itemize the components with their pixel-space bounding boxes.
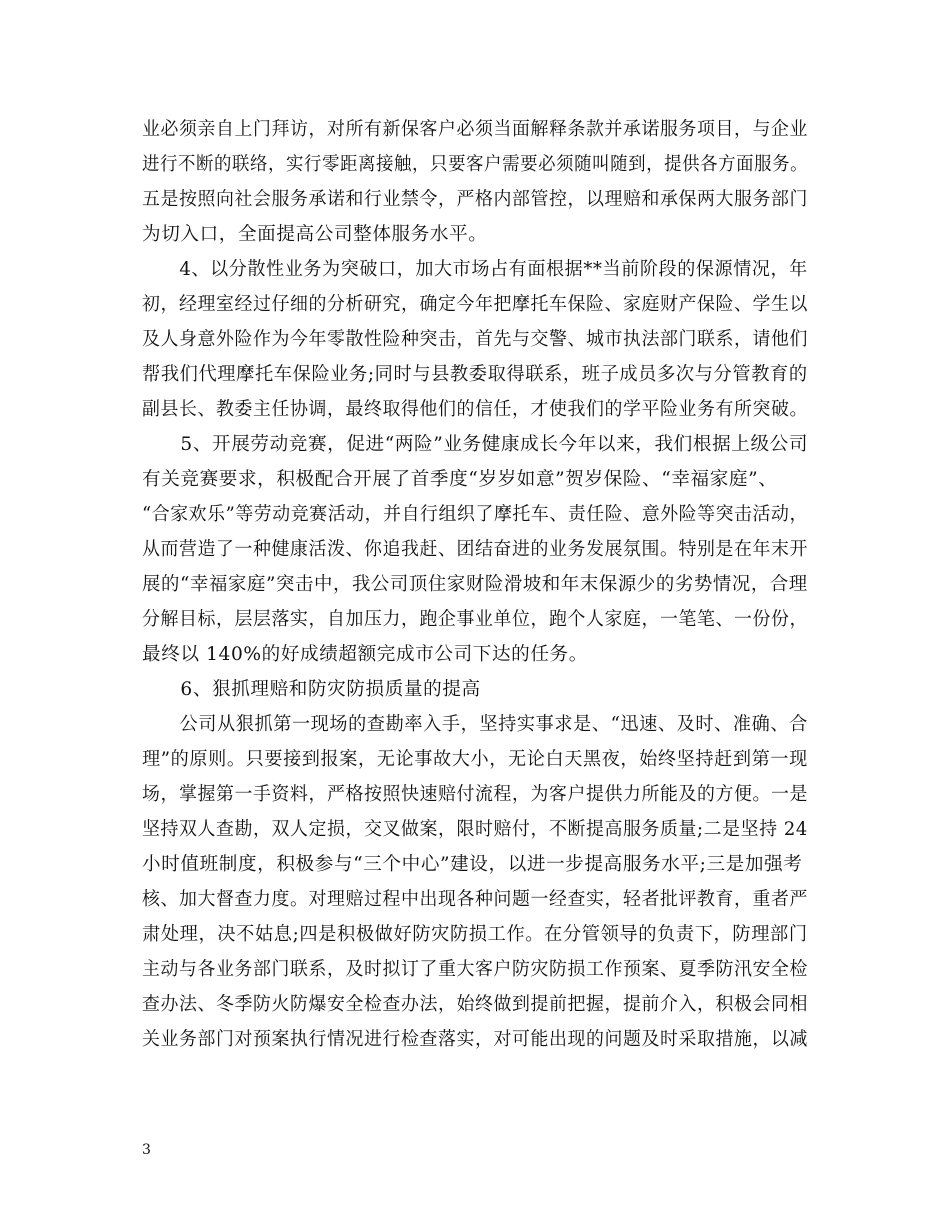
text-line: 场，掌握第一手资料，严格按照快速赔付流程，为客户提供力所能及的方便。一是	[142, 784, 808, 805]
text-line: 公司从狠抓第一现场的查勘率入手，坚持实事求是、“迅速、及时、准确、合	[142, 714, 808, 735]
text-line: 坚持双人查勘，双人定损，交叉做案，限时赔付，不断提高服务质量;二是坚持 24	[142, 819, 808, 840]
text-line: 五是按照向社会服务承诺和行业禁令，严格内部管控，以理赔和承保两大服务部门	[142, 189, 808, 210]
text-line: 理”的原则。只要接到报案，无论事故大小，无论白天黑夜，始终坚持赶到第一现	[142, 749, 808, 770]
text-line: 核、加大督查力度。对理赔过程中出现各种问题一经查实，轻者批评教育，重者严	[142, 889, 808, 910]
text-line: 副县长、教委主任协调，最终取得他们的信任，才使我们的学平险业务有所突破。	[142, 399, 808, 420]
text-line: 最终以 140%的好成绩超额完成市公司下达的任务。	[142, 644, 588, 665]
text-line: 查办法、冬季防火防爆安全检查办法，始终做到提前把握，提前介入，积极会同相	[142, 994, 808, 1015]
text-line: 帮我们代理摩托车保险业务;同时与县教委取得联系，班子成员多次与分管教育的	[142, 364, 808, 385]
text-line: 5、开展劳动竞赛，促进“两险”业务健康成长今年以来，我们根据上级公司	[142, 434, 809, 455]
text-line: 关业务部门对预案执行情况进行检查落实，对可能出现的问题及时采取措施，以减	[142, 1029, 808, 1050]
page-number: 3	[142, 1142, 151, 1158]
text-line: 主动与各业务部门联系，及时拟订了重大客户防灾防损工作预案、夏季防汛安全检	[142, 959, 808, 980]
section-heading: 6、狠抓理赔和防灾防损质量的提高	[142, 679, 481, 700]
text-line: 肃处理，决不姑息;四是积极做好防灾防损工作。在分管领导的负责下，防理部门	[142, 924, 808, 945]
text-line: “合家欢乐”等劳动竞赛活动，并自行组织了摩托车、责任险、意外险等突击活动，	[142, 504, 808, 525]
text-line: 业必须亲自上门拜访，对所有新保客户必须当面解释条款并承诺服务项目，与企业	[142, 119, 808, 140]
text-line: 有关竞赛要求，积极配合开展了首季度“岁岁如意”贺岁保险、“幸福家庭”、	[142, 469, 778, 490]
text-line: 小时值班制度，积极参与“三个中心”建设，以进一步提高服务水平;三是加强考	[142, 854, 803, 875]
text-line: 分解目标，层层落实，自加压力，跑企事业单位，跑个人家庭，一笔笔、一份份，	[142, 609, 808, 630]
text-line: 进行不断的联络，实行零距离接触，只要客户需要必须随叫随到，提供各方面服务。	[142, 154, 809, 175]
text-line: 为切入口，全面提高公司整体服务水平。	[142, 224, 488, 245]
text-line: 4、以分散性业务为突破口，加大市场占有面根据**当前阶段的保源情况，年	[142, 259, 808, 280]
text-line: 展的“幸福家庭”突击中，我公司顶住家财险滑坡和年末保源少的劣势情况，合理	[142, 574, 808, 595]
text-line: 从而营造了一种健康活泼、你追我赶、团结奋进的业务发展氛围。特别是在年末开	[142, 539, 808, 560]
text-line: 及人身意外险作为今年零散性险种突击，首先与交警、城市执法部门联系，请他们	[142, 329, 808, 350]
text-line: 初，经理室经过仔细的分析研究，确定今年把摩托车保险、家庭财产保险、学生以	[142, 294, 808, 315]
